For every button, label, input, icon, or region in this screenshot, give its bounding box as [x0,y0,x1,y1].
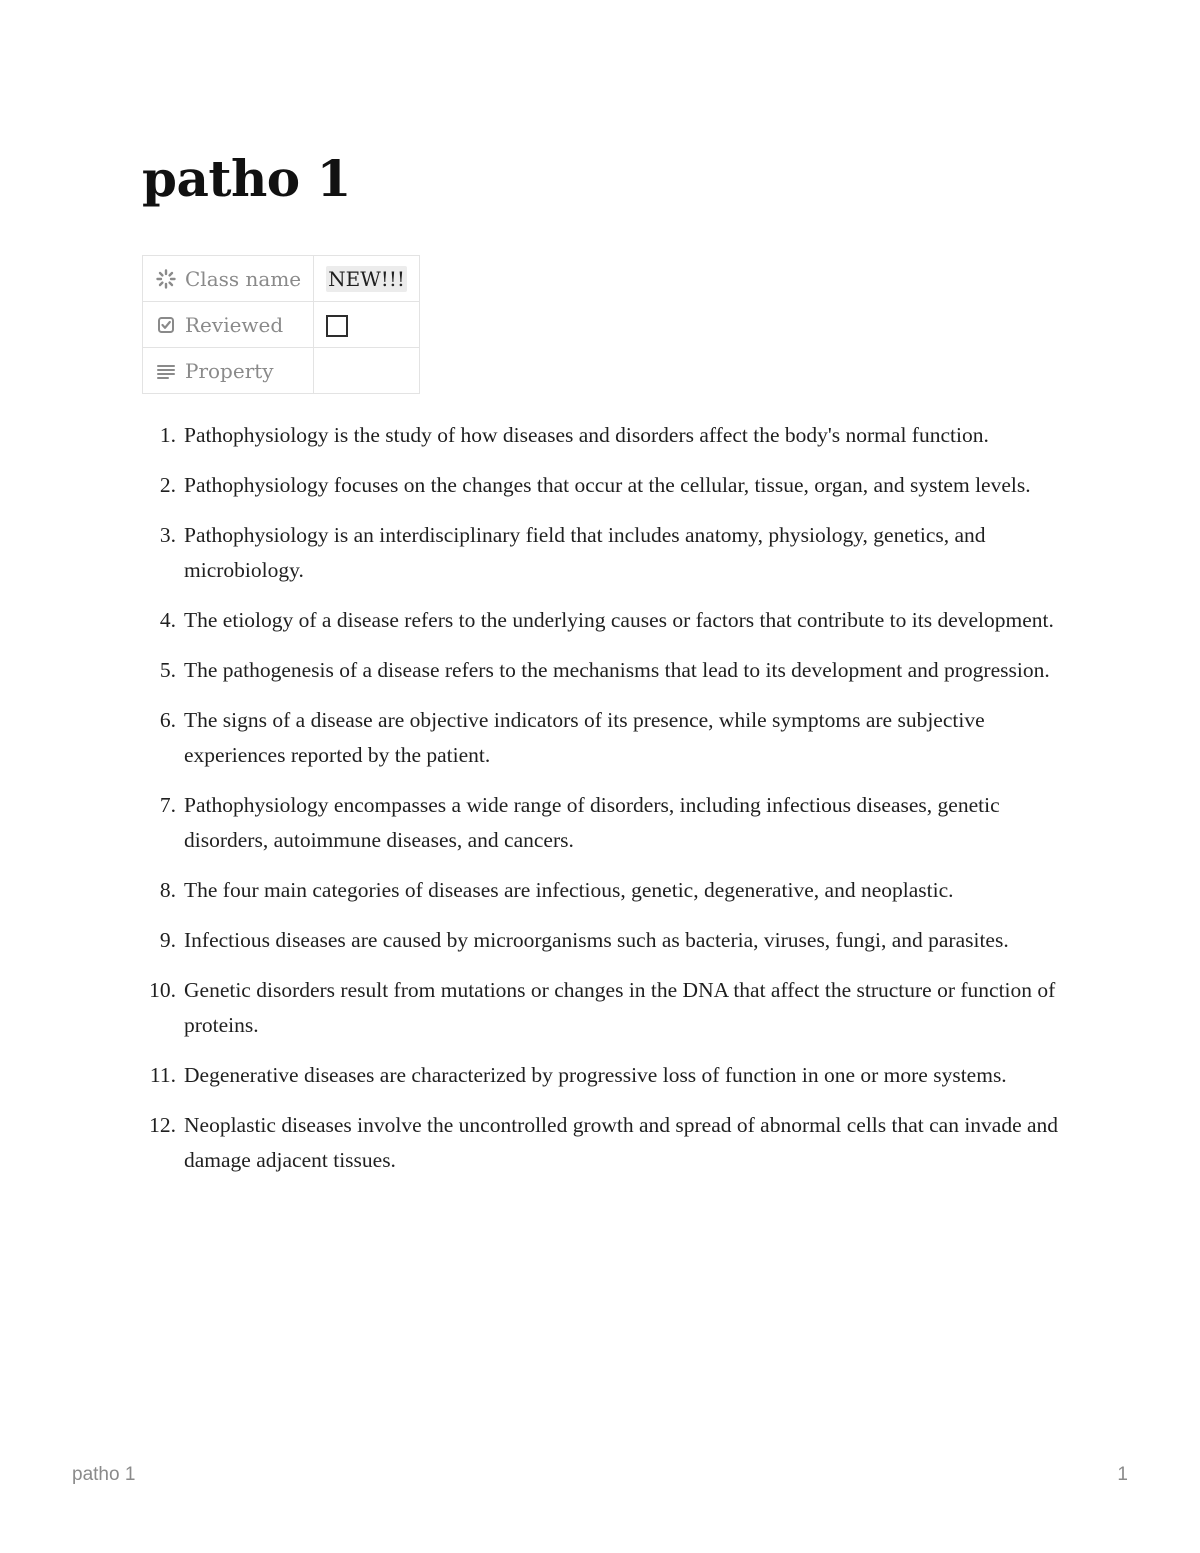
list-item-text: Pathophysiology encompasses a wide range of disorders, including infectious diseases, genetic disorders, autoimmune diseases, and cancers. [184,793,1000,852]
list-item-text: The four main categories of diseases are infectious, genetic, degenerative, and neoplastic. [184,878,954,902]
list-item-number: 7. [159,793,176,817]
footer-doc-title: patho 1 [72,1464,136,1485]
list-item [142,873,1062,908]
page-title: patho 1 [142,149,351,208]
list-item-number: 3. [159,523,176,547]
list-item-text: Pathophysiology is the study of how diseases and disorders affect the body's normal function. [184,423,989,447]
list-item [142,1108,1062,1178]
property-key [143,256,314,302]
list-item [142,703,1062,773]
property-row-class-name [143,256,420,302]
list-item-text: The etiology of a disease refers to the underlying causes or factors that contribute to its development. [184,608,1054,632]
property-row-property [143,348,420,394]
list-item-number: 11. [149,1063,176,1087]
list-item-number: 10. [149,978,176,1002]
footer-page-number: 1 [1117,1464,1128,1485]
list-item-text: Degenerative diseases are characterized by progressive loss of function in one or more systems. [184,1063,1007,1087]
property-key-label: Class name [185,266,302,291]
list-item-number: 8. [159,878,176,902]
list-item-number: 5. [159,658,176,682]
list-item-text: Genetic disorders result from mutations or changes in the DNA that affect the structure or function of proteins. [184,978,1056,1037]
reviewed-checkbox[interactable] [326,315,348,337]
list-item [142,518,1062,588]
property-key-label: Reviewed [185,312,284,337]
loading-spinner-icon [155,268,177,290]
list-item [142,1058,1062,1093]
list-item-text: Pathophysiology focuses on the changes that occur at the cellular, tissue, organ, and system levels. [184,473,1031,497]
list-item-number: 4. [159,608,176,632]
list-item-text: The pathogenesis of a disease refers to the mechanisms that lead to its development and progression. [184,658,1050,682]
list-item [142,653,1062,688]
class-name-tag[interactable]: NEW!!! [328,266,405,291]
list-item [142,418,1062,453]
list-item-text: Pathophysiology is an interdisciplinary field that includes anatomy, physiology, genetics, and microbiology. [184,523,986,582]
list-item [142,973,1062,1043]
properties-table [142,255,420,394]
list-item-text: The signs of a disease are objective indicators of its presence, while symptoms are subjective experiences reported by the patient. [184,708,985,767]
list-item-number: 1. [159,423,176,447]
property-key [143,348,314,394]
list-item-number: 9. [159,928,176,952]
checkbox-property-icon [155,314,177,336]
facts-list [142,418,1062,1193]
list-item [142,923,1062,958]
list-item-number: 12. [149,1113,176,1137]
list-item [142,788,1062,858]
list-item-text: Infectious diseases are caused by microorganisms such as bacteria, viruses, fungi, and parasites. [184,928,1009,952]
list-item-number: 2. [159,473,176,497]
property-value-property[interactable] [314,348,420,394]
property-value-reviewed[interactable] [314,302,420,348]
text-lines-icon [155,360,177,382]
list-item-text: Neoplastic diseases involve the uncontrolled growth and spread of abnormal cells that can invade and damage adjacent tissues. [184,1113,1059,1172]
property-row-reviewed [143,302,420,348]
list-item [142,603,1062,638]
property-key-label: Property [185,358,274,383]
list-item-number: 6. [159,708,176,732]
property-key [143,302,314,348]
list-item [142,468,1062,503]
property-value-class-name[interactable] [314,256,420,302]
